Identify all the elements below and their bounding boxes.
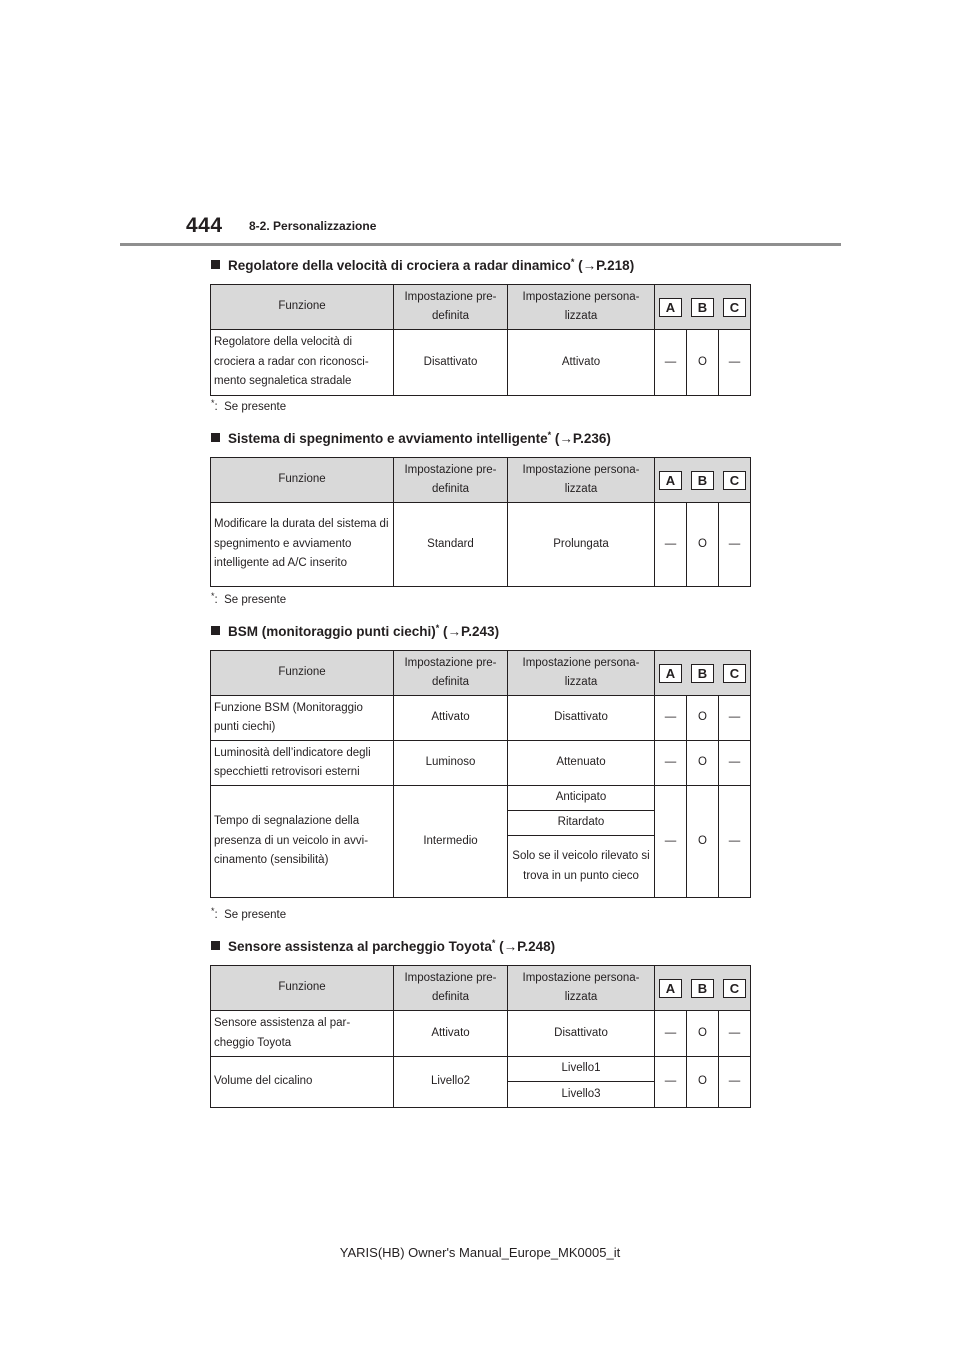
table-row [211,696,751,741]
header-function: Funzione [211,966,394,1011]
function-cell: Volume del cicalino [211,1057,394,1108]
page-ref[interactable]: P.248 [517,939,551,954]
header-default: Impostazione pre-definita [394,966,508,1011]
header-custom: Impostazione persona-lizzata [508,458,655,503]
default-cell: Livello2 [394,1057,508,1108]
cell-c: — [719,330,751,396]
table-row [211,1057,751,1082]
box-b-icon: B [691,979,714,998]
arrow-right-icon: → [503,939,518,954]
header-function: Funzione [211,285,394,330]
table-row [211,786,751,811]
header-default: Impostazione pre-definita [394,285,508,330]
square-bullet-icon [211,433,220,442]
asterisk: * [491,938,496,948]
cell-a: — [655,330,687,396]
footnote: *: Se presente [211,591,287,606]
custom-option-cell: Livello1 [508,1057,655,1082]
custom-cell: Disattivato [508,1011,655,1057]
table-row [211,1011,751,1057]
cell-c: — [719,1057,751,1108]
cell-a: — [655,503,687,587]
cell-a: — [655,696,687,741]
table-header-row [211,651,751,696]
asterisk: * [435,623,440,633]
cell-c: — [719,1011,751,1057]
custom-option-cell: Livello3 [508,1082,655,1108]
header-function: Funzione [211,651,394,696]
header-custom: Impostazione persona-lizzata [508,651,655,696]
page-ref[interactable]: P.236 [572,431,607,446]
default-cell: Disattivato [394,330,508,396]
box-c-icon: C [723,298,746,317]
box-a-icon: A [659,664,682,683]
function-cell: Regolatore della velocità di crociera a radar con riconosci-mento segnaletica stradale [211,330,394,396]
cell-b: O [687,696,719,741]
custom-option-cell: Anticipato [508,786,655,811]
chapter-title: 8-2. Personalizzazione [249,219,377,233]
box-a-icon: A [659,471,682,490]
header-function: Funzione [211,458,394,503]
cell-a: — [655,1011,687,1057]
cell-b: O [687,786,719,898]
heading-text: Sensore assistenza al parcheggio Toyota [228,939,492,954]
cell-a: — [655,1057,687,1108]
arrow-right-icon: → [582,258,597,273]
header-custom: Impostazione persona-lizzata [508,285,655,330]
settings-table-acc [210,284,751,396]
table-row [211,330,751,396]
custom-option-cell: Solo se il veicolo rilevato si trova in un punto cieco [508,836,655,898]
header-rule [120,243,841,246]
table-row [211,503,751,587]
custom-cell: Attivato [508,330,655,396]
settings-table-stop-start [210,457,751,587]
cell-b: O [687,503,719,587]
default-cell: Luminoso [394,741,508,786]
page-number: 444 [186,214,223,237]
header-abc [655,285,751,330]
footer-manual-id: YARIS(HB) Owner's Manual_Europe_MK0005_it [339,1245,621,1260]
table-header-row [211,458,751,503]
cell-b: O [687,741,719,786]
function-cell: Luminosità dell’indicatore degli specchietti retrovisori esterni [211,741,394,786]
settings-table-parking-sensor [210,965,751,1108]
box-b-icon: B [691,664,714,683]
table-row [211,741,751,786]
header-abc [655,458,751,503]
cell-a: — [655,741,687,786]
arrow-right-icon: → [559,431,573,446]
default-cell: Attivato [394,1011,508,1057]
section-heading-acc: Regolatore della velocità di crociera a radar dinamico* (→P.218) [211,258,634,273]
box-c-icon: C [723,664,746,683]
heading-text: Sistema di spegnimento e avviamento intelligente [228,431,548,446]
footnote: *: Se presente [211,398,287,413]
section-heading-bsm: BSM (monitoraggio punti ciechi)* (→P.243) [211,624,499,639]
table-header-row [211,966,751,1011]
cell-b: O [687,330,719,396]
box-a-icon: A [659,979,682,998]
section-heading-stop-start: Sistema di spegnimento e avviamento intelligente* (→P.236) [211,431,611,446]
header-default: Impostazione pre-definita [394,651,508,696]
function-cell: Funzione BSM (Monitoraggio punti ciechi) [211,696,394,741]
table-header-row [211,285,751,330]
default-cell: Standard [394,503,508,587]
cell-b: O [687,1011,719,1057]
heading-text: Regolatore della velocità di crociera a radar dinamico [228,258,571,273]
cell-c: — [719,503,751,587]
function-cell: Tempo di segnalazione della presenza di un veicolo in avvi-cinamento (sensibilità) [211,786,394,898]
default-cell: Attivato [394,696,508,741]
square-bullet-icon [211,626,220,635]
header-abc [655,966,751,1011]
function-cell: Modificare la durata del sistema di spegnimento e avviamento intelligente ad A/C inserito [211,503,394,587]
cell-c: — [719,696,751,741]
function-cell: Sensore assistenza al par-cheggio Toyota [211,1011,394,1057]
cell-c: — [719,741,751,786]
header-custom: Impostazione persona-lizzata [508,966,655,1011]
default-cell: Intermedio [394,786,508,898]
cell-b: O [687,1057,719,1108]
box-b-icon: B [691,471,714,490]
footnote: *: Se presente [211,906,287,921]
square-bullet-icon [211,260,220,269]
page-ref[interactable]: P.243 [461,624,495,639]
page-ref[interactable]: P.218 [596,258,630,273]
box-c-icon: C [723,471,746,490]
settings-table-bsm [210,650,751,898]
box-a-icon: A [659,298,682,317]
custom-option-cell: Ritardato [508,811,655,836]
heading-text: BSM (monitoraggio punti ciechi) [228,624,436,639]
box-c-icon: C [723,979,746,998]
asterisk: * [570,257,575,267]
box-b-icon: B [691,298,714,317]
header-default: Impostazione pre-definita [394,458,508,503]
header-abc [655,651,751,696]
custom-cell: Attenuato [508,741,655,786]
custom-cell: Prolungata [508,503,655,587]
asterisk: * [547,430,552,440]
section-heading-parking-sensor: Sensore assistenza al parcheggio Toyota* (→P.248) [211,939,555,954]
cell-a: — [655,786,687,898]
cell-c: — [719,786,751,898]
custom-cell: Disattivato [508,696,655,741]
square-bullet-icon [211,941,220,950]
arrow-right-icon: → [447,624,462,639]
